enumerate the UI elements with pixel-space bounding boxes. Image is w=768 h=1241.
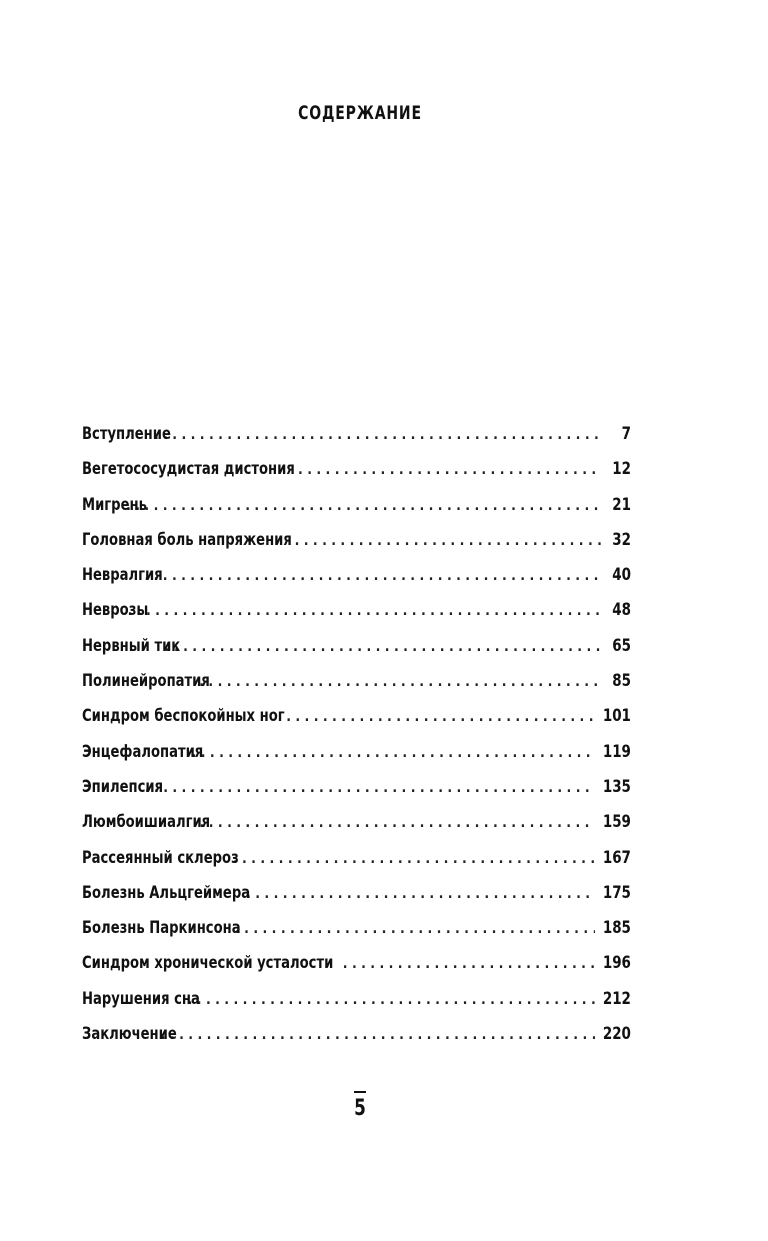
toc-entry-label: Головная боль напряжения — [82, 529, 292, 550]
toc-entry — [82, 883, 631, 918]
toc-dot-leader — [126, 498, 601, 514]
toc-entry-label: Вступление — [82, 424, 171, 444]
toc-entry-label: Энцефалопатия — [82, 741, 204, 762]
toc-entry-label: Болезнь Паркинсона — [82, 918, 241, 939]
toc-entry-page: 159 — [602, 812, 631, 833]
toc-entry-page: 135 — [602, 776, 631, 797]
toc-entry-label: Заключение — [82, 1024, 177, 1045]
toc-entry-label: Эпилепсия — [82, 776, 164, 797]
toc-entry — [82, 600, 631, 635]
toc-entry-page: 32 — [612, 529, 631, 550]
toc-entry-page: 212 — [602, 988, 631, 1009]
toc-dot-leader — [343, 956, 595, 972]
toc-entry — [82, 671, 631, 706]
toc-entry — [82, 459, 631, 494]
toc-dot-leader — [145, 780, 595, 796]
toc-entry — [82, 565, 631, 600]
toc-entry — [82, 989, 631, 1024]
toc-dot-leader — [246, 886, 595, 902]
table-of-contents — [82, 424, 631, 1059]
toc-entry-page: 175 — [602, 882, 631, 903]
toc-dot-leader — [154, 427, 601, 443]
toc-entry-page: 65 — [612, 635, 631, 656]
toc-entry-page: 167 — [602, 847, 631, 868]
toc-dot-leader — [286, 709, 595, 725]
toc-entry-label: Болезнь Альцгеймера — [82, 882, 251, 903]
toc-dot-leader — [298, 462, 601, 478]
toc-entry — [82, 812, 631, 847]
toc-entry — [82, 953, 631, 988]
toc-entry-label: Полинейропатия — [82, 671, 210, 692]
toc-dot-leader — [128, 603, 601, 619]
toc-dot-leader — [161, 1027, 595, 1043]
toc-entry-page: 12 — [612, 459, 631, 480]
toc-entry-label: Нервный тик — [82, 635, 181, 656]
toc-dot-leader — [200, 815, 595, 831]
toc-entry-label: Нарушения сна — [82, 988, 200, 1009]
toc-entry-label: Мигрень — [82, 494, 147, 515]
toc-entry — [82, 495, 631, 530]
toc-entry — [82, 636, 631, 671]
toc-entry-page: 40 — [612, 565, 631, 586]
toc-entry-page: 196 — [602, 953, 631, 974]
toc-entry — [82, 777, 631, 812]
toc-entry-page: 85 — [612, 671, 631, 692]
toc-dot-leader — [144, 568, 601, 584]
toc-entry-page: 48 — [612, 600, 631, 621]
toc-entry-label: Вегетососудистая дистония — [82, 459, 295, 480]
toc-entry-page: 21 — [612, 494, 631, 515]
toc-entry-page: 185 — [602, 918, 631, 939]
toc-entry — [82, 424, 631, 459]
toc-entry-label: Неврозы — [82, 600, 149, 621]
toc-entry-page: 119 — [602, 741, 631, 762]
toc-dot-leader — [199, 674, 601, 690]
toc-dot-leader — [192, 745, 595, 761]
toc-dot-leader — [233, 851, 595, 867]
toc-dot-leader — [188, 992, 595, 1008]
toc-entry-label: Рассеянный склероз — [82, 847, 239, 868]
page-footer — [352, 1091, 368, 1121]
toc-entry — [82, 1024, 631, 1059]
page-number-rule — [354, 1091, 366, 1093]
toc-entry — [82, 848, 631, 883]
toc-entry-label: Люмбоишиалгия — [82, 812, 211, 833]
page-title: СОДЕРЖАНИЕ — [298, 102, 422, 124]
toc-dot-leader — [165, 639, 601, 655]
toc-entry — [82, 706, 631, 741]
toc-dot-leader — [235, 921, 595, 937]
toc-entry-label: Невралгия — [82, 565, 163, 586]
toc-entry-label: Синдром хронической усталости — [82, 953, 334, 974]
toc-entry-page: 7 — [621, 424, 631, 444]
toc-entry-page: 101 — [602, 706, 631, 727]
toc-dot-leader — [295, 533, 601, 549]
toc-entry-label: Синдром беспокойных ног — [82, 706, 285, 727]
toc-entry — [82, 530, 631, 565]
toc-entry — [82, 918, 631, 953]
page-number: 5 — [354, 1096, 366, 1121]
toc-entry — [82, 742, 631, 777]
toc-entry-page: 220 — [602, 1024, 631, 1045]
